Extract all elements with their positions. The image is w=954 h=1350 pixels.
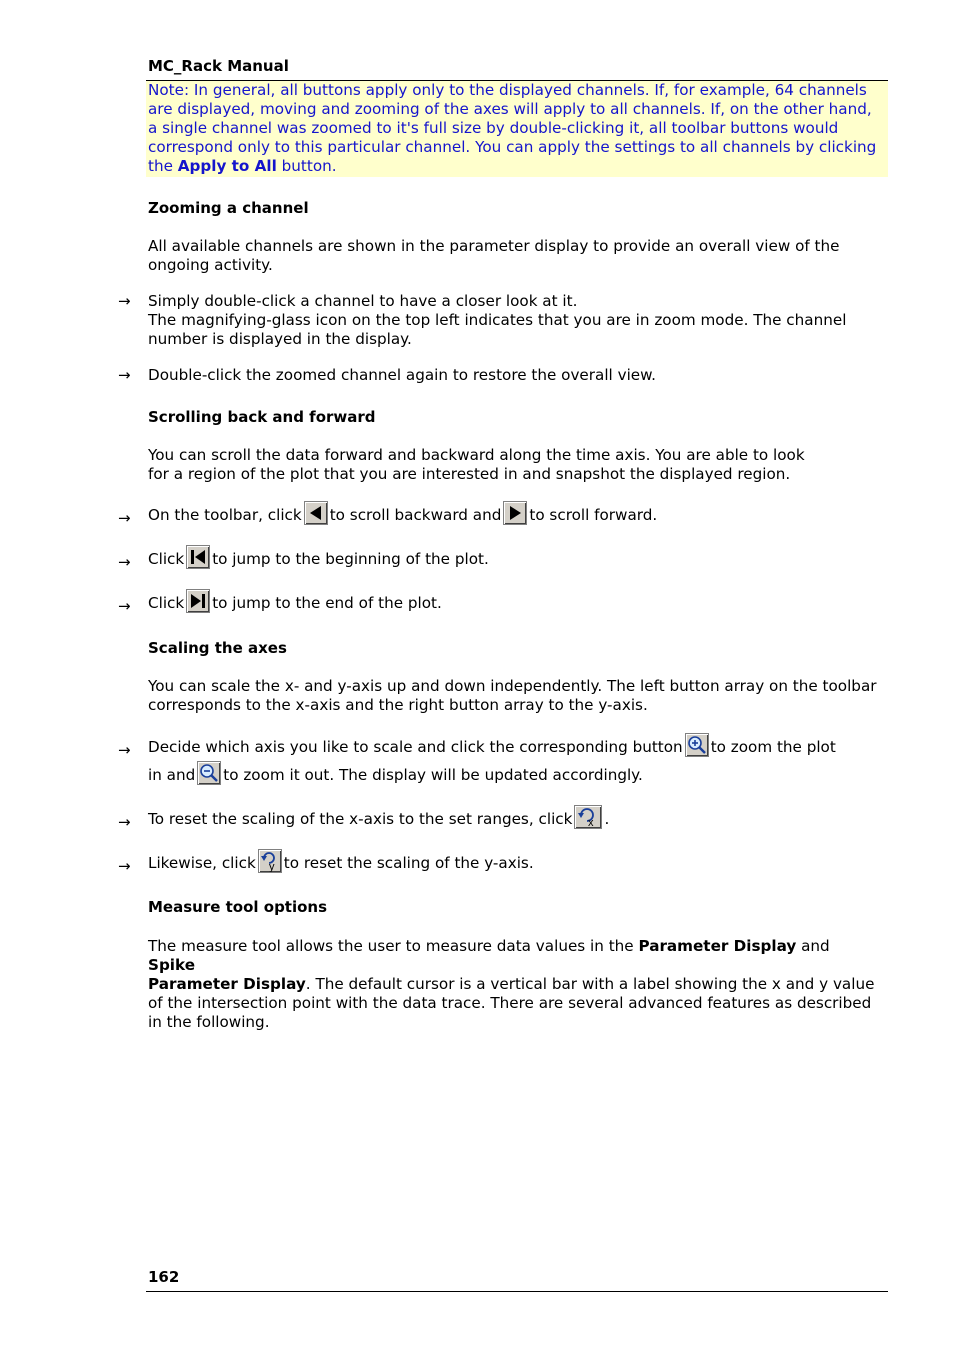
arrow-bullet: → <box>118 741 131 759</box>
arrow-bullet: → <box>118 553 131 571</box>
note-line: are displayed, moving and zooming of the axes will apply to all channels. If, on the other hand, <box>148 100 872 118</box>
zoom-in-icon[interactable] <box>685 733 709 757</box>
inline-text: to jump to the end of the plot. <box>212 594 442 612</box>
inline-text: On the toolbar, click <box>148 506 302 524</box>
note-text <box>148 81 878 176</box>
note-text-span: button. <box>276 157 337 175</box>
zoom-step-2: Double-click the zoomed channel again to restore the overall view. <box>148 366 656 384</box>
footer-divider <box>146 1291 888 1292</box>
inline-text: Decide which axis you like to scale and click the corresponding button <box>148 738 683 756</box>
paragraph-line: of the intersection point with the data trace. There are several advanced features as described <box>148 994 872 1012</box>
page-number: 162 <box>148 1268 180 1286</box>
note-line: correspond only to this particular channel. You can apply the settings to all channels by clicking <box>148 138 877 156</box>
arrow-bullet: → <box>118 509 131 527</box>
inline-text: to scroll backward and <box>329 506 502 524</box>
arrow-bullet: → <box>118 597 131 615</box>
reset-x-axis-label: x <box>588 817 594 828</box>
paragraph-line: number is displayed in the display. <box>148 330 412 348</box>
scroll-backward-icon[interactable] <box>304 501 328 525</box>
reset-x-axis-icon[interactable] <box>574 805 602 829</box>
inline-text: Click <box>148 550 185 568</box>
inline-text: The measure tool allows the user to measure data values in the <box>148 937 639 955</box>
note-line: Note: In general, all buttons apply only to the displayed channels. If, for example, 64 channels <box>148 81 867 99</box>
zoom-step-1 <box>148 292 878 349</box>
scaling-step-3 <box>148 849 534 873</box>
paragraph-line: The magnifying-glass icon on the top left indicates that you are in zoom mode. The channel <box>148 311 847 329</box>
apply-to-all-label: Apply to All <box>177 157 277 175</box>
paragraph-line: You can scale the x- and y-axis up and down independently. The left button array on the toolbar <box>148 677 877 695</box>
scroll-forward-icon[interactable] <box>503 501 527 525</box>
arrow-bullet: → <box>118 857 131 875</box>
scaling-step-1b <box>148 761 643 785</box>
inline-text: to scroll forward. <box>529 506 658 524</box>
scaling-step-1a <box>148 733 836 757</box>
scroll-step-2 <box>148 545 489 569</box>
paragraph-line: corresponds to the x-axis and the right button array to the y-axis. <box>148 696 648 714</box>
scaling-step-2 <box>148 805 609 829</box>
inline-text: To reset the scaling of the x-axis to the set ranges, click <box>148 810 573 828</box>
spike-term: Spike <box>148 956 196 974</box>
note-line <box>148 157 878 176</box>
reset-y-axis-label: y <box>268 861 275 872</box>
paragraph-line: You can scroll the data forward and backward along the time axis. You are able to look <box>148 446 805 464</box>
scroll-step-3 <box>148 589 442 613</box>
paragraph-line: for a region of the plot that you are interested in and snapshot the displayed region. <box>148 465 791 483</box>
inline-text: in and <box>148 766 196 784</box>
inline-text: Click <box>148 594 185 612</box>
paragraph-line: All available channels are shown in the parameter display to provide an overall view of the <box>148 237 840 255</box>
jump-to-beginning-icon[interactable] <box>186 545 210 569</box>
section-heading-scaling: Scaling the axes <box>148 639 287 657</box>
measure-paragraph <box>148 937 878 1032</box>
reset-y-axis-icon[interactable] <box>258 849 282 873</box>
zoom-out-icon[interactable] <box>197 761 221 785</box>
arrow-bullet: → <box>118 366 131 384</box>
paragraph-line: Simply double-click a channel to have a closer look at it. <box>148 292 578 310</box>
arrow-bullet: → <box>118 813 131 831</box>
paragraph-line: ongoing activity. <box>148 256 273 274</box>
section-heading-scrolling: Scrolling back and forward <box>148 408 376 426</box>
inline-text: . The default cursor is a vertical bar with a label showing the x and y value <box>305 975 875 993</box>
note-line: a single channel was zoomed to it's full size by double-clicking it, all toolbar buttons would <box>148 119 839 137</box>
zoom-intro <box>148 237 878 275</box>
parameter-display-term: Parameter Display <box>638 937 797 955</box>
inline-text: . <box>604 810 610 828</box>
inline-text: to zoom the plot <box>710 738 836 756</box>
paragraph-line: in the following. <box>148 1013 270 1031</box>
inline-text: Likewise, click <box>148 854 256 872</box>
inline-text: and <box>796 937 830 955</box>
section-heading-zooming: Zooming a channel <box>148 199 309 217</box>
note-box <box>146 81 888 177</box>
inline-text: to zoom it out. The display will be updated accordingly. <box>223 766 643 784</box>
paragraph-line <box>148 975 878 994</box>
scaling-intro <box>148 677 878 715</box>
note-text-span: the <box>148 157 178 175</box>
paragraph-line <box>148 937 878 975</box>
scroll-intro <box>148 446 878 484</box>
parameter-display-term: Parameter Display <box>148 975 306 993</box>
inline-text: to jump to the beginning of the plot. <box>212 550 489 568</box>
section-heading-measure: Measure tool options <box>148 898 328 916</box>
jump-to-end-icon[interactable] <box>186 589 210 613</box>
manual-title: MC_Rack Manual <box>148 57 289 75</box>
arrow-bullet: → <box>118 292 131 310</box>
inline-text: to reset the scaling of the y-axis. <box>283 854 534 872</box>
scroll-step-1 <box>148 501 657 525</box>
